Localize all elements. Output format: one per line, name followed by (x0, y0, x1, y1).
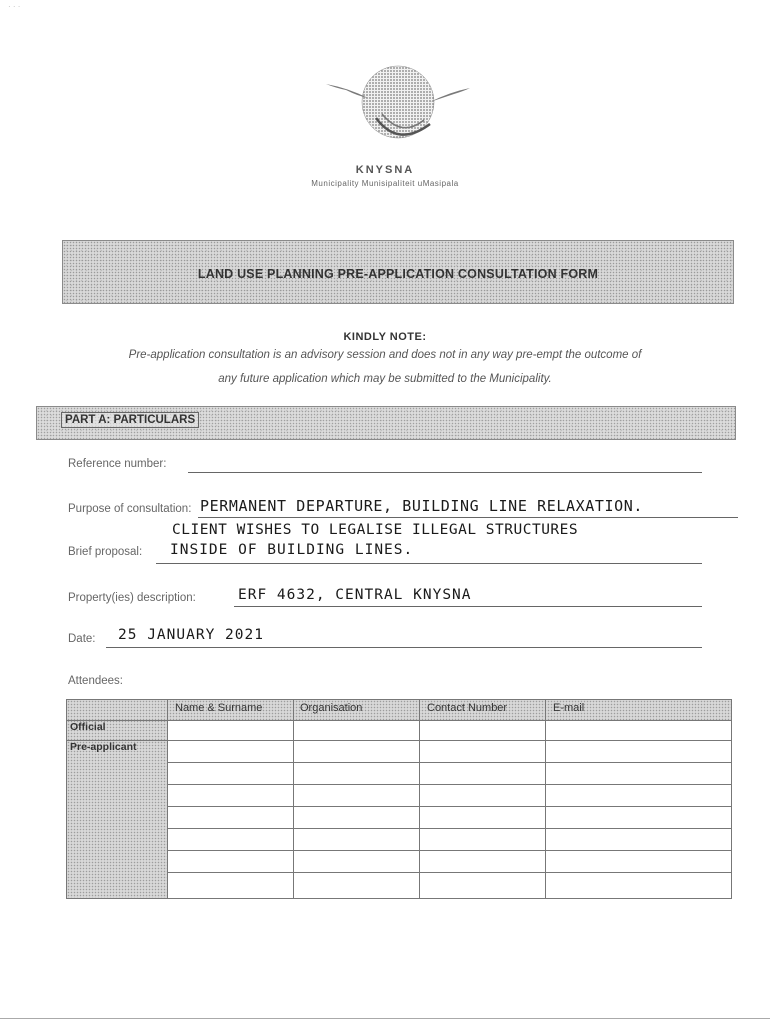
pre-applicant-contact-cell[interactable] (420, 741, 545, 762)
part-a-banner (36, 406, 736, 440)
column-header-name: Name & Surname (175, 702, 263, 714)
date-field[interactable] (106, 647, 702, 648)
scan-mark: · · · (8, 2, 21, 11)
pre-applicant-name-cell[interactable] (168, 741, 293, 762)
pre-applicant-organisation-cell[interactable] (294, 741, 419, 762)
row-label-official: Official (70, 721, 106, 733)
reference-number-label: Reference number: (68, 458, 167, 470)
official-organisation-cell[interactable] (294, 721, 419, 740)
bottom-rule (0, 1018, 770, 1019)
official-contact-cell[interactable] (420, 721, 545, 740)
title-banner (62, 240, 734, 304)
table-grid-line (167, 828, 731, 829)
column-header-contact: Contact Number (427, 702, 508, 714)
property-description-value: ERF 4632, CENTRAL KNYSNA (238, 587, 472, 603)
form-title: LAND USE PLANNING PRE-APPLICATION CONSULTATION FORM (197, 267, 599, 281)
official-email-cell[interactable] (546, 721, 730, 740)
attendees-table (66, 699, 732, 899)
purpose-value: PERMANENT DEPARTURE, BUILDING LINE RELAXATION. (200, 497, 644, 515)
note-line-2: any future application which may be submitted to the Municipality. (218, 373, 552, 385)
official-name-cell[interactable] (168, 721, 293, 740)
column-header-email: E-mail (553, 702, 585, 714)
logo-tagline: Municipality Munisipaliteit uMasipala (311, 179, 459, 188)
property-description-field[interactable] (234, 606, 702, 607)
date-label: Date: (68, 633, 96, 645)
table-grid-line (167, 850, 731, 851)
column-header-organisation: Organisation (300, 702, 363, 714)
property-description-label: Property(ies) description: (68, 592, 196, 604)
table-grid-line (167, 784, 731, 785)
table-grid-line (167, 762, 731, 763)
brief-proposal-value: INSIDE OF BUILDING LINES. (170, 542, 414, 558)
table-grid-line (167, 872, 731, 873)
attendees-label: Attendees: (68, 675, 123, 687)
brief-proposal-field[interactable] (156, 563, 702, 564)
table-grid-line (167, 806, 731, 807)
row-label-pre-applicant: Pre-applicant (70, 741, 137, 753)
purpose-value-continued: CLIENT WISHES TO LEGALISE ILLEGAL STRUCTURES (172, 522, 579, 538)
part-a-title: PART A: PARTICULARS (61, 412, 199, 428)
knysna-logo-icon (318, 58, 478, 158)
reference-number-field[interactable] (188, 472, 702, 473)
note-line-1: Pre-application consultation is an advisory session and does not in any way pre-empt the outcome of (128, 349, 642, 361)
logo-name: KNYSNA (355, 164, 415, 176)
note-heading: KINDLY NOTE: (343, 331, 427, 343)
purpose-field[interactable] (198, 517, 738, 518)
purpose-label: Purpose of consultation: (68, 503, 192, 515)
pre-applicant-email-cell[interactable] (546, 741, 730, 762)
date-value: 25 JANUARY 2021 (118, 627, 264, 643)
brief-proposal-label: Brief proposal: (68, 546, 143, 558)
